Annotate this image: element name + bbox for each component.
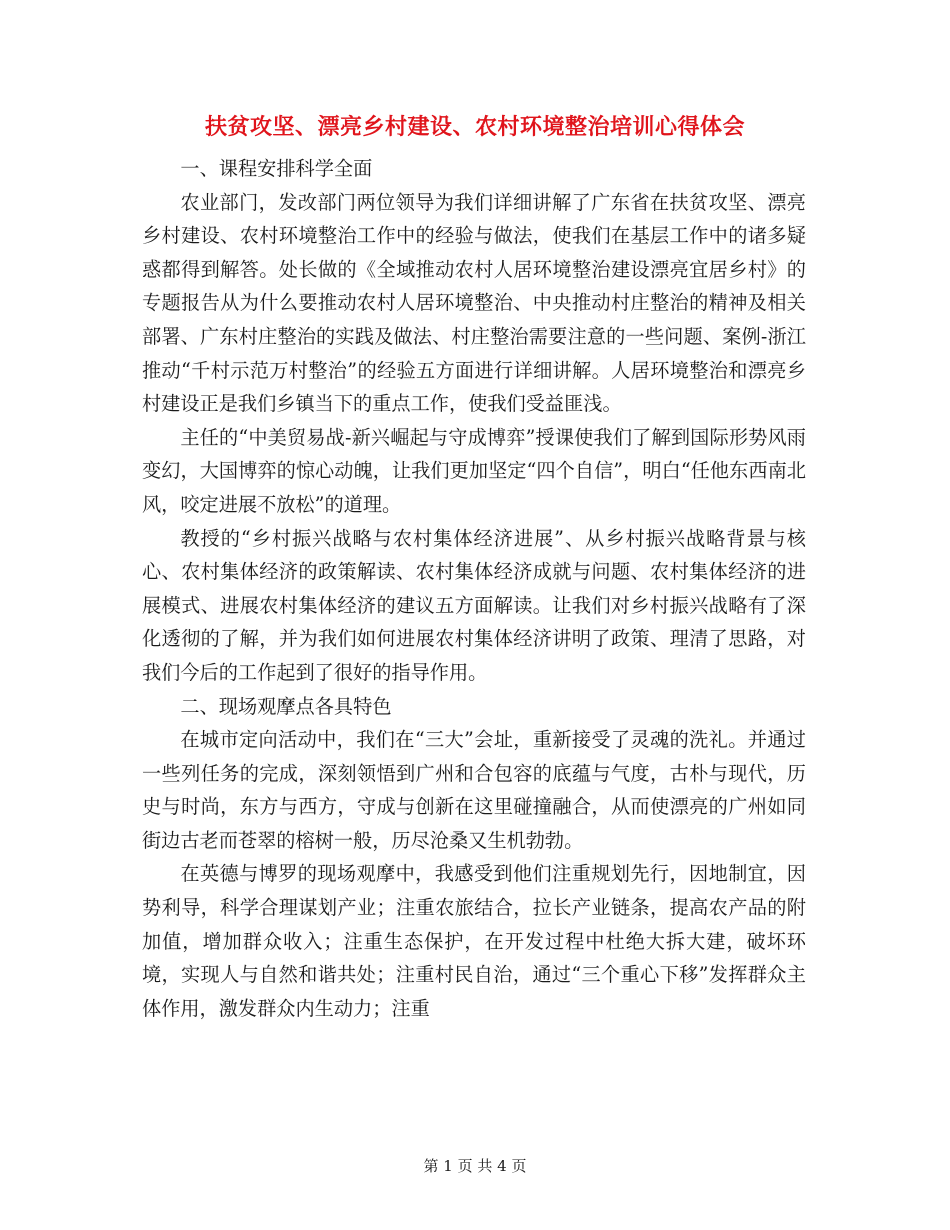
document-title: 扶贫攻坚、漂亮乡村建设、农村环境整治培训心得体会	[204, 114, 745, 140]
section-heading-2: 二、现场观摩点各具特色	[180, 694, 392, 718]
paragraph: 主任的“中美贸易战-新兴崛起与守成博弈”授课使我们了解到国际形势风雨变幻，大国博弈的惊心动魄，让我们更加坚定“四个自信”，明白“任他东西南北风，咬定进展不放松”的道理。	[142, 425, 806, 516]
document-body	[142, 152, 806, 1025]
paragraph: 在城市定向活动中，我们在“三大”会址，重新接受了灵魂的洗礼。并通过一些列任务的完成，深刻领悟到广州和合包容的底蕴与气度，古朴与现代，历史与时尚，东方与西方，守成与创新在这里碰撞融合，从而使漂亮的广州如同街边古老而苍翠的榕树一般，历尽沧桑又生机勃勃。	[142, 728, 806, 852]
paragraph: 教授的“乡村振兴战略与农村集体经济进展”、从乡村振兴战略背景与核心、农村集体经济的政策解读、农村集体经济成就与问题、农村集体经济的进展模式、进展农村集体经济的建议五方面解读。让我们对乡村振兴战略有了深化透彻的了解，并为我们如何进展农村集体经济讲明了政策、理清了思路，对我们今后的工作起到了很好的指导作用。	[142, 526, 806, 684]
paragraph: 在英德与博罗的现场观摩中，我感受到他们注重规划先行，因地制宜，因势利导，科学合理谋划产业；注重农旅结合，拉长产业链条，提高农产品的附加值，增加群众收入；注重生态保护，在开发过程中杜绝大拆大建，破坏环境，实现人与自然和谐共处；注重村民自治，通过“三个重心下移”发挥群众主体作用，激发群众内生动力；注重	[142, 862, 806, 1020]
page-footer: 第 1 页 共 4 页	[423, 1157, 527, 1175]
section-heading-1: 一、课程安排科学全面	[180, 157, 373, 180]
paragraph: 农业部门，发改部门两位领导为我们详细讲解了广东省在扶贫攻坚、漂亮乡村建设、农村环境整治工作中的经验与做法，使我们在基层工作中的诸多疑惑都得到解答。处长做的《全域推动农村人居环境整治建设漂亮宜居乡村》的专题报告从为什么要推动农村人居环境整治、中央推动村庄整治的精神及相关部署、广东村庄整治的实践及做法、村庄整治需要注意的一些问题、案例-浙江推动“千村示范万村整治”的经验五方面进行详细讲解。人居环境整治和漂亮乡村建设正是我们乡镇当下的重点工作，使我们受益匪浅。	[142, 190, 806, 416]
